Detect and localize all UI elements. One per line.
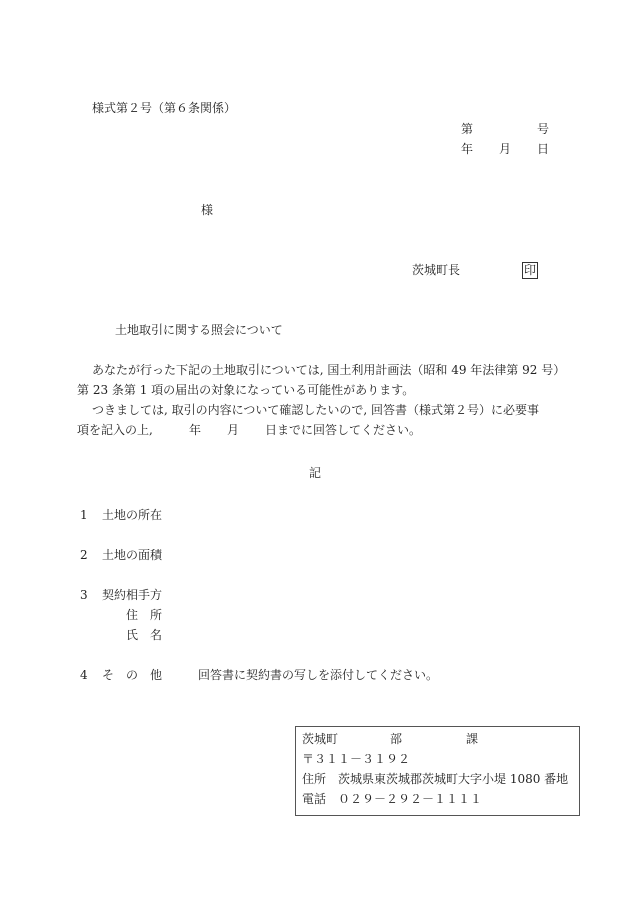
number-suffix: 号	[537, 122, 550, 136]
body-para2-line1: つきましては, 取引の内容について確認したいので, 回答書（様式第２号）に必要事	[92, 403, 540, 417]
body-deadline-month: 月	[227, 423, 240, 437]
contact-dept: 部	[390, 732, 403, 746]
item-2-label: 土地の面積	[102, 548, 163, 562]
item-1-num: 1	[80, 508, 88, 522]
item-2-num: 2	[80, 548, 88, 562]
body-para2-line2a: 項を記入の上,	[77, 423, 153, 437]
item-4-label: そ の 他	[102, 668, 163, 682]
seal-stamp	[522, 262, 538, 279]
seal-stamp-label: 印	[524, 263, 537, 277]
contact-postal: 〒３１１－３１９２	[302, 752, 411, 766]
item-3-label: 契約相手方	[102, 588, 163, 602]
ki-heading: 記	[309, 466, 322, 480]
item-4-value: 回答書に契約書の写しを添付してください。	[198, 668, 439, 682]
body-para2-line2b: 日までに回答してください。	[265, 423, 422, 437]
subject-title: 土地取引に関する照会について	[115, 323, 283, 337]
item-3-num: 3	[80, 588, 88, 602]
contact-section: 課	[466, 732, 479, 746]
contact-address: 茨城県東茨城郡茨城町大字小堤 1080 番地	[338, 772, 569, 786]
contact-phone-label: 電話	[302, 792, 327, 806]
contact-address-label: 住所	[302, 772, 327, 786]
form-label: 様式第２号（第６条関係）	[92, 101, 237, 115]
contact-box	[295, 726, 580, 816]
item-3-address-label: 住 所	[126, 608, 163, 622]
item-3-name-label: 氏 名	[126, 628, 163, 642]
body-para1-line1: あなたが行った下記の土地取引については, 国土利用計画法（昭和 49 年法律第 92 号）	[92, 363, 566, 377]
sender-title: 茨城町長	[412, 263, 461, 277]
contact-phone: ０２９－２９２－１１１１	[338, 792, 483, 806]
date-month: 月	[499, 142, 512, 156]
date-day: 日	[537, 142, 550, 156]
item-1-label: 土地の所在	[102, 508, 163, 522]
item-4-num: 4	[80, 668, 88, 682]
date-year: 年	[461, 142, 474, 156]
contact-org: 茨城町	[302, 732, 339, 746]
body-para1-line2: 第 23 条第 1 項の届出の対象になっている可能性があります。	[77, 383, 415, 397]
body-deadline-year: 年	[189, 423, 202, 437]
addressee-suffix: 様	[201, 203, 214, 217]
number-prefix: 第	[461, 122, 474, 136]
